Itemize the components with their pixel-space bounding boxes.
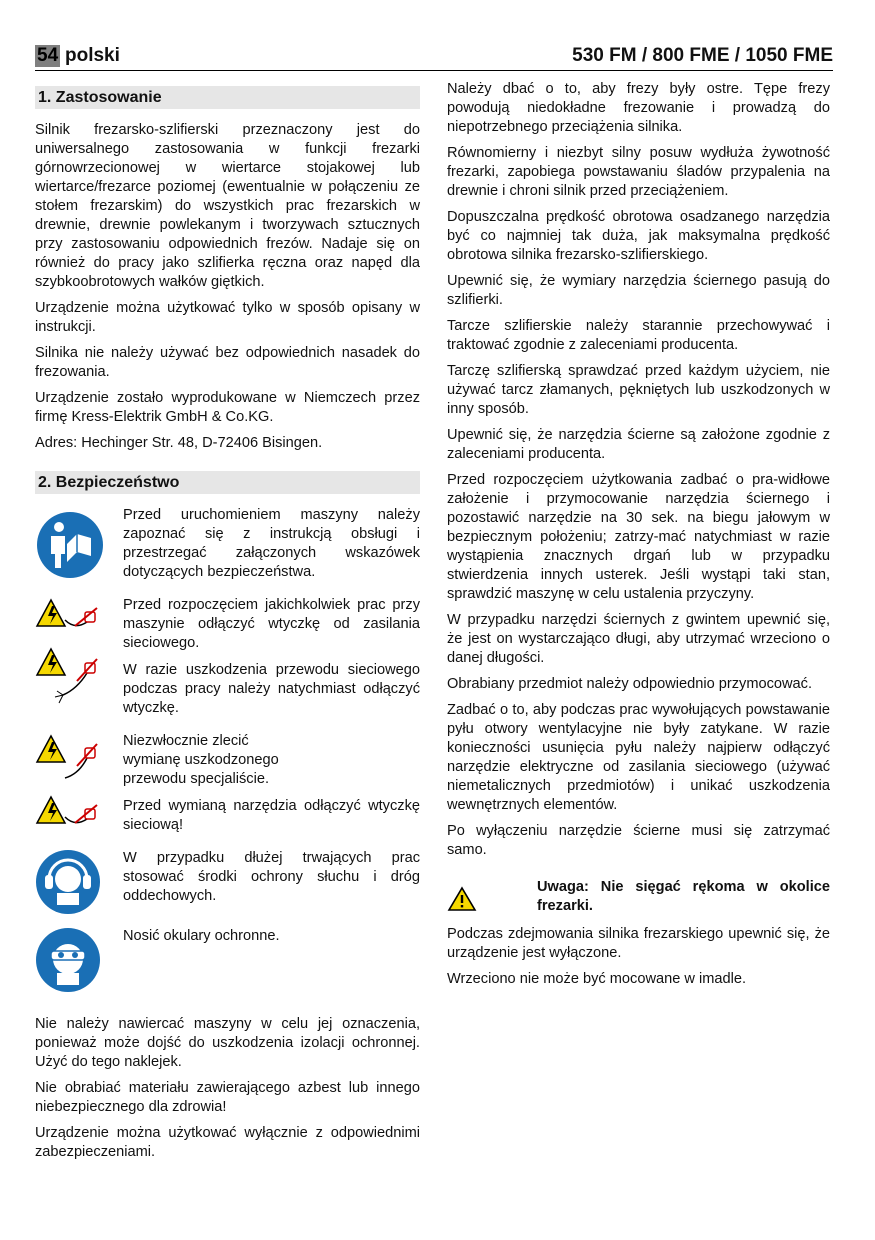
read-manual-icon	[35, 510, 105, 580]
eye-protection-icon	[35, 927, 101, 993]
left-column	[35, 80, 420, 1169]
paragraph: Równomierny i niezbyt silny posuw wydłuża żywotność frezarki, zapobiega powstawaniu śladów przypalenia na drewnie i chroni silnik przed przeciążeniem.	[447, 145, 830, 199]
paragraph: Urządzenie można użytkować tylko w sposób opisany w instrukcji.	[35, 300, 420, 335]
safety-notice	[35, 732, 420, 842]
notice-text: W przypadku dłużej trwających prac stosować środki ochrony słuchu i dróg oddechowych.	[123, 850, 420, 904]
paragraph: Nie obrabiać materiału zawierającego azbest lub innego niebezpiecznego dla zdrowia!	[35, 1080, 420, 1115]
paragraph: Należy dbać o to, aby frezy były ostre. Tępe frezy powodują niedokładne frezowanie i prowadzą do niepotrzebnego przeciążenia silnika.	[447, 81, 830, 135]
paragraph: Dopuszczalna prędkość obrotowa osadzanego narzędzia być co najmniej tak duża, jak maksymalna prędkość obrotowa silnika frezarsko-szlifierskiego.	[447, 209, 830, 263]
unplug-tool-change-icon	[35, 793, 101, 837]
safety-notice	[35, 506, 420, 589]
right-column	[447, 80, 830, 996]
page-header	[35, 44, 833, 71]
paragraph: Adres: Hechinger Str. 48, D-72406 Bisingen.	[35, 435, 323, 451]
safety-notice	[35, 849, 420, 920]
paragraph: Podczas zdejmowania silnika frezarskiego upewnić się, że urządzenie jest wyłączone.	[447, 926, 830, 961]
page-number: 54	[37, 45, 59, 66]
paragraph: Zadbać o to, aby podczas prac wywołujących powstawanie pyłu otwory wentylacyjne nie były zatykane. W razie konieczności usunięcia pyłu należy najpierw odłączyć narzędzie elektryczne od zasilania sieciowego (używać niemetalicznych przedmiotów) i unikać uszkodzenia wewnętrznych elementów.	[447, 702, 830, 813]
unplug-warning-icon	[35, 596, 101, 640]
warning-triangle-icon	[447, 886, 477, 912]
section-heading-usage: 1. Zastosowanie	[35, 86, 420, 109]
paragraph: Tarcze szlifierskie należy starannie przechowywać i traktować zgodnie z zaleceniami producenta.	[447, 318, 830, 353]
paragraph: Upewnić się, że narzędzia ścierne są założone zgodnie z zaleceniami producenta.	[447, 427, 830, 462]
safety-notice	[35, 596, 420, 725]
paragraph: Po wyłączeniu narzędzie ścierne musi się zatrzymać samo.	[447, 823, 830, 858]
model-title: 530 FM / 800 FME / 1050 FME	[572, 45, 833, 66]
warning-notice	[447, 878, 830, 917]
safety-notice	[35, 927, 420, 998]
notice-text: W razie uszkodzenia przewodu sieciowego podczas pracy należy natychmiast odłączyć wtyczkę.	[123, 662, 420, 716]
paragraph: Upewnić się, że wymiary narzędzia ściernego pasują do szlifierki.	[447, 273, 830, 308]
paragraph: Nie należy nawiercać maszyny w celu jej oznaczenia, ponieważ może dojść do uszkodzenia izolacji ochronnej. Użyć do tego naklejek.	[35, 1016, 420, 1070]
paragraph: Urządzenie można użytkować wyłącznie z odpowiednimi zabezpieczeniami.	[35, 1125, 420, 1160]
damaged-cable-icon	[35, 645, 101, 707]
paragraph: Tarczę szlifierską sprawdzać przed każdym użyciem, nie używać tarcz złamanych, pękniętych lub uszkodzonych w inny sposób.	[447, 363, 830, 417]
warning-text: Uwaga: Nie sięgać rękoma w okolice frezarki.	[537, 879, 830, 914]
replace-cable-icon	[35, 732, 101, 788]
page-language: polski	[65, 45, 120, 66]
paragraph: Silnik frezarsko-szlifierski przeznaczony jest do uniwersalnego zastosowania w funkcji frezarki górnowrzecionowej w wiertarce stojakowej lub wiertarce/frezarce poziomej (ewentualnie w połączeniu ze stołem frezarskim) do wszystkich prac frezarskich w drewnie, drewnie powlekanym i tworzywach sztucznych przy zastosowaniu odpowiednich frezów. Nadaje się on również do pracy jako szlifierka ręczna oraz napęd dla szybkoobrotowych wałków giętkich.	[35, 122, 420, 290]
notice-text: Nosić okulary ochronne.	[123, 928, 280, 944]
hearing-protection-icon	[35, 849, 101, 915]
paragraph: Obrabiany przedmiot należy odpowiednio przymocować.	[447, 676, 813, 692]
paragraph: Silnika nie należy używać bez odpowiednich nasadek do frezowania.	[35, 345, 420, 380]
notice-text: Przed rozpoczęciem jakichkolwiek prac przy maszynie odłączyć wtyczkę od zasilania sieciowego.	[123, 597, 420, 651]
notice-text: Przed wymianą narzędzia odłączyć wtyczkę sieciową!	[123, 798, 420, 833]
section-heading-safety: 2. Bezpieczeństwo	[35, 471, 420, 494]
notice-text: Przed uruchomieniem maszyny należy zapoznać się z instrukcją obsługi i przestrzegać załączonych wskazówek dotyczących bezpieczeństwa.	[123, 507, 420, 580]
notice-text: Niezwłocznie zlecić wymianę uszkodzonego przewodu specjaliście.	[123, 733, 279, 787]
paragraph: W przypadku narzędzi ściernych z gwintem upewnić się, że jest on wystarczająco długi, aby utrzymać wrzeciono o danej długości.	[447, 612, 830, 666]
paragraph: Wrzeciono nie może być mocowane w imadle.	[447, 971, 747, 987]
paragraph: Przed rozpoczęciem użytkowania zadbać o pra-widłowe założenie i przymocowanie narzędzia ściernego i pozostawić narzędzie na 30 sek. na biegu jałowym w bezpiecznym położeniu; zatrzy-mać natychmiast w razie wystąpienia znacznych drgań lub w przypadku stwierdzenia innych usterek. Jeśli wystąpi taki stan, sprawdzić maszynę w celu ustalenia przyczyny.	[447, 472, 830, 602]
paragraph: Urządzenie zostało wyprodukowane w Niemczech przez firmę Kress-Elektrik GmbH & Co.KG.	[35, 390, 420, 425]
